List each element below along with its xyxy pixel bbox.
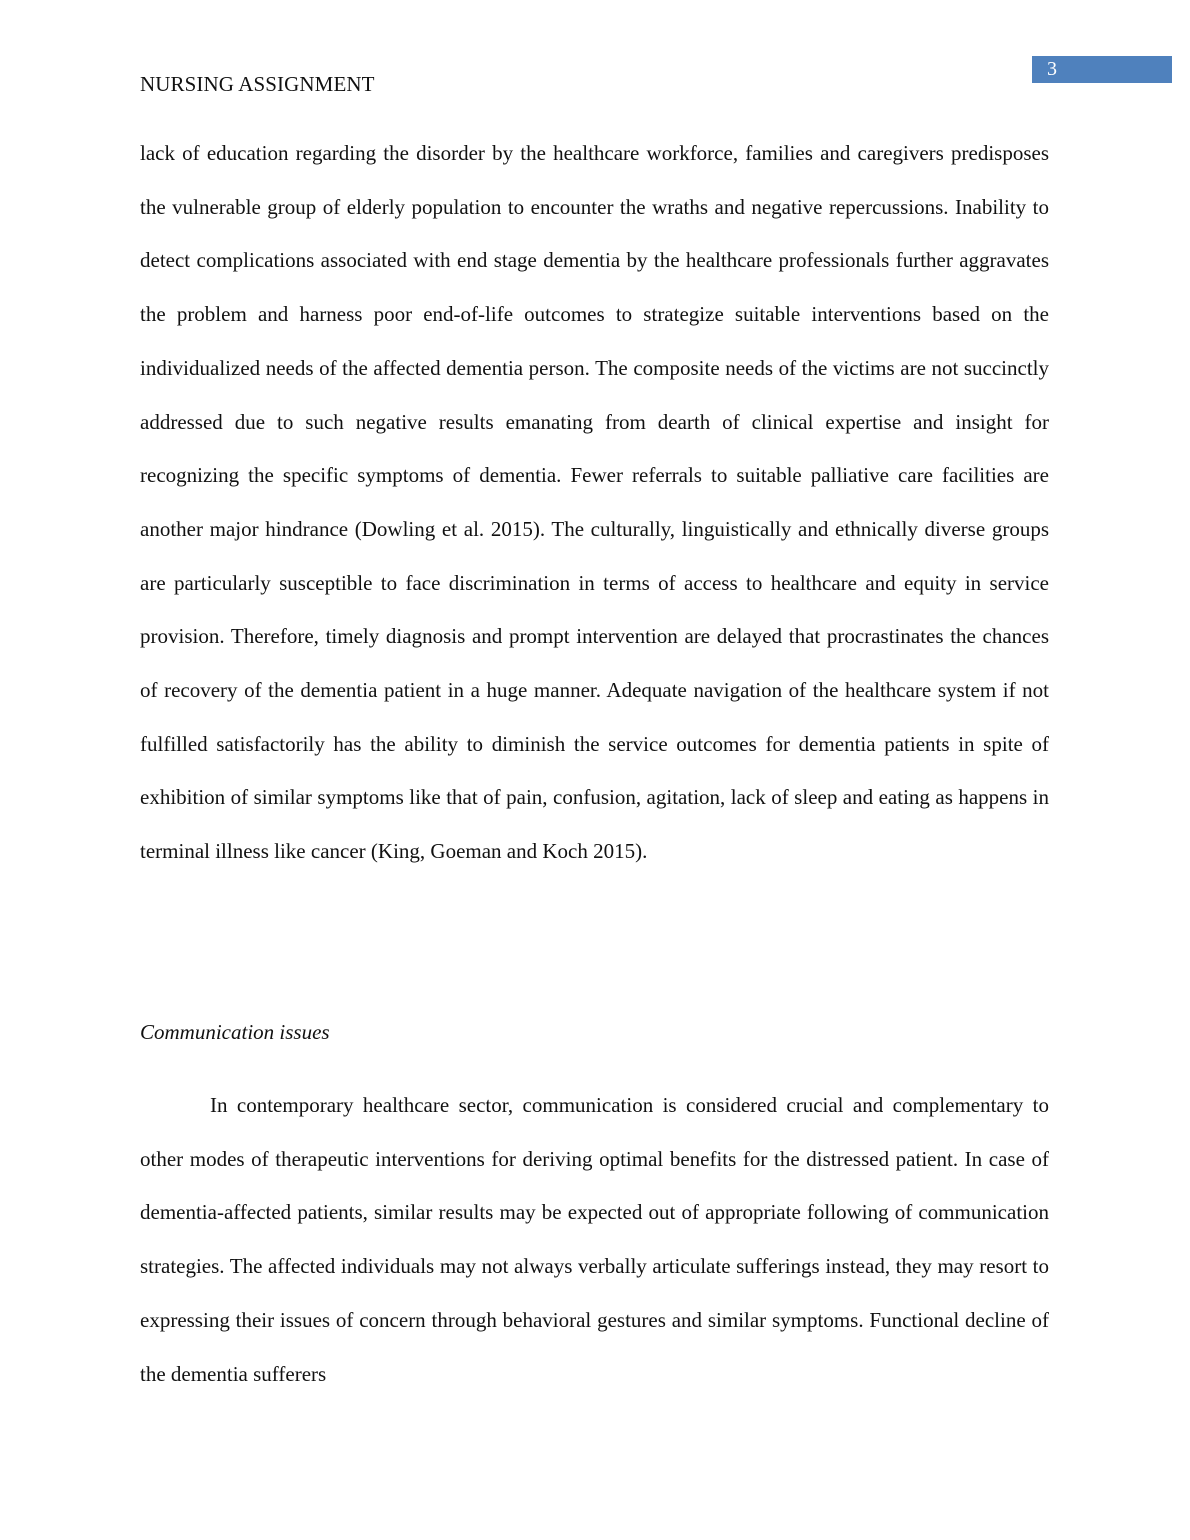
body-paragraph-2: In contemporary healthcare sector, communication is considered crucial and complementary to other modes of therapeutic interventions for deriving optimal benefits for the distressed patient. In case of dementia-affected patients, similar results may be expected out of appropriate following of communication strategies. The affected individuals may not always verbally articulate sufferings instead, they may resort to expressing their issues of concern through behavioral gestures and similar symptoms. Functional decline of the dementia sufferers bbox=[140, 1093, 1049, 1386]
running-head: NURSING ASSIGNMENT bbox=[140, 72, 375, 96]
page-number: 3 bbox=[1032, 56, 1172, 83]
section-subheading: Communication issues bbox=[140, 1020, 330, 1044]
body-paragraph-1: lack of education regarding the disorder by the healthcare workforce, families and caregivers predisposes the vulnerable group of elderly population to encounter the wraths and negative repercussions. Inability to detect complications associated with end stage dementia by the healthcare professionals further aggravates the problem and harness poor end-of-life outcomes to strategize suitable interventions based on the individualized needs of the affected dementia person. The composite needs of the victims are not succinctly addressed due to such negative results emanating from dearth of clinical expertise and insight for recognizing the specific symptoms of dementia. Fewer referrals to suitable palliative care facilities are another major hindrance (Dowling et al. 2015). The culturally, linguistically and ethnically diverse groups are particularly susceptible to face discrimination in terms of access to healthcare and equity in service provision. Therefore, timely diagnosis and prompt intervention are delayed that procrastinates the chances of recovery of the dementia patient in a huge manner. Adequate navigation of the healthcare system if not fulfilled satisfactorily has the ability to diminish the service outcomes for dementia patients in spite of exhibition of similar symptoms like that of pain, confusion, agitation, lack of sleep and eating as happens in terminal illness like cancer (King, Goeman and Koch 2015). bbox=[140, 141, 1049, 864]
